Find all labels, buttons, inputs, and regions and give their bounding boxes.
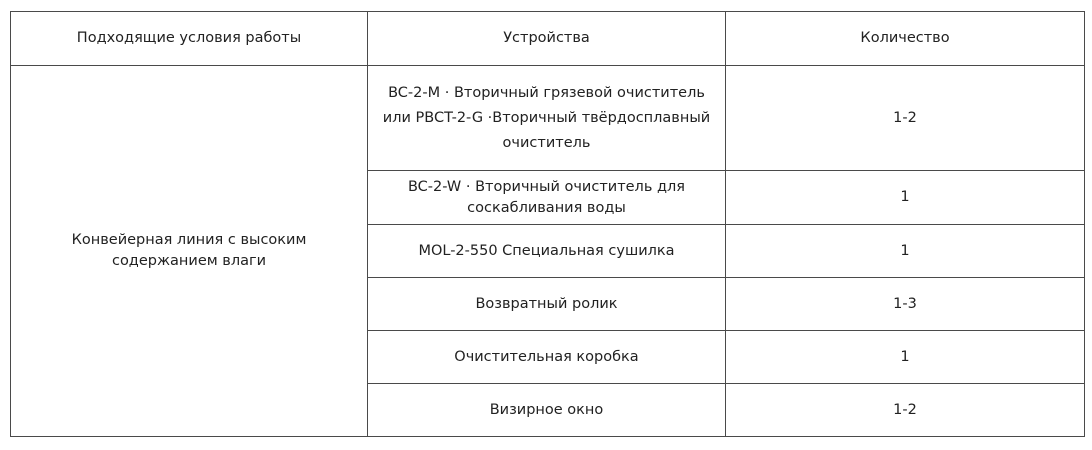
header-devices: Устройства bbox=[368, 12, 726, 66]
header-working-conditions: Подходящие условия работы bbox=[11, 12, 368, 66]
table-header-row bbox=[11, 12, 1085, 66]
device-cell: MOL-2-550 Специальная сушилка bbox=[368, 225, 726, 278]
device-cell: BC-2-M · Вторичный грязевой очиститель или PBCT-2-G ·Вторичный твёрдосплавный очиститель bbox=[368, 66, 726, 171]
quantity-cell: 1 bbox=[726, 171, 1085, 225]
quantity-cell: 1 bbox=[726, 331, 1085, 384]
quantity-cell: 1-3 bbox=[726, 278, 1085, 331]
device-cell: Визирное окно bbox=[368, 384, 726, 437]
device-cell: Очистительная коробка bbox=[368, 331, 726, 384]
device-cell: BC-2-W · Вторичный очиститель для соскабливания воды bbox=[368, 171, 726, 225]
equipment-table bbox=[10, 11, 1085, 437]
device-cell: Возвратный ролик bbox=[368, 278, 726, 331]
quantity-cell: 1-2 bbox=[726, 384, 1085, 437]
quantity-cell: 1 bbox=[726, 225, 1085, 278]
table-row bbox=[11, 66, 1085, 171]
working-condition-text: Конвейерная линия с высоким содержанием влаги bbox=[71, 232, 307, 269]
quantity-cell: 1-2 bbox=[726, 66, 1085, 171]
working-condition-cell bbox=[11, 66, 368, 437]
equipment-table-container bbox=[10, 11, 1085, 437]
header-quantity: Количество bbox=[726, 12, 1085, 66]
